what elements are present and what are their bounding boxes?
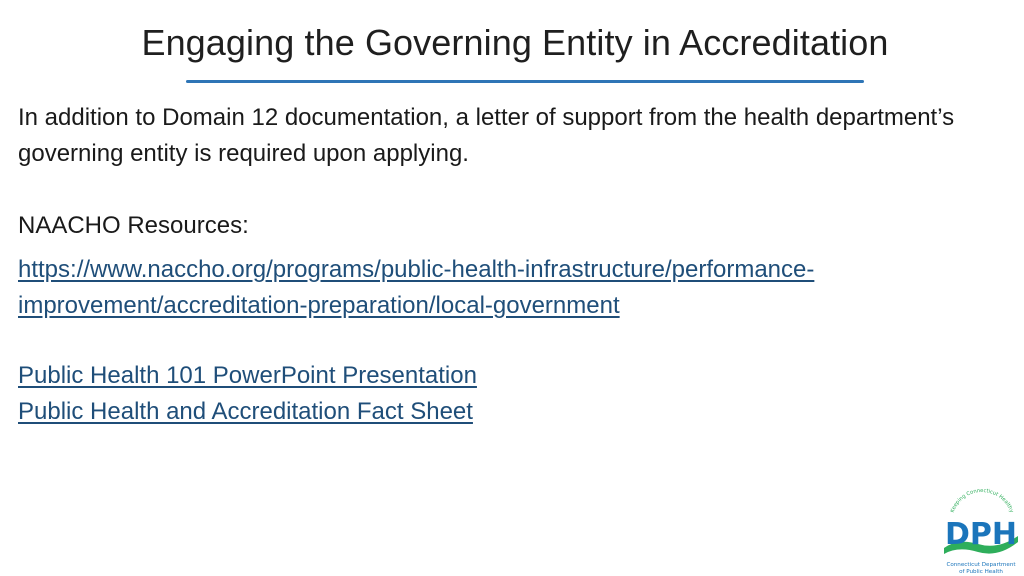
title-underline	[186, 80, 864, 83]
resources-heading: NAACHO Resources:	[18, 212, 249, 239]
fact-sheet-link[interactable]: Public Health and Accreditation Fact Sheet	[18, 398, 473, 425]
public-health-101-link[interactable]: Public Health 101 PowerPoint Presentation	[18, 362, 477, 389]
intro-paragraph: In addition to Domain 12 documentation, a letter of support from the health department’s governing entity is required upon applying.	[18, 104, 955, 167]
slide-title: Engaging the Governing Entity in Accreditation	[141, 22, 889, 63]
logo-caption-line1: Connecticut Department	[946, 562, 1016, 568]
slide-body	[18, 100, 1008, 430]
naccho-resource-link[interactable]: https://www.naccho.org/programs/public-health-infrastructure/performance-improvement/accreditation-preparation/local-government	[18, 256, 815, 319]
logo-arc-text: Keeping Connecticut Healthy	[949, 488, 1015, 514]
dph-logo	[938, 488, 1024, 576]
logo-caption-line2: of Public Health	[959, 569, 1003, 575]
logo-letters: DPH	[945, 517, 1017, 552]
